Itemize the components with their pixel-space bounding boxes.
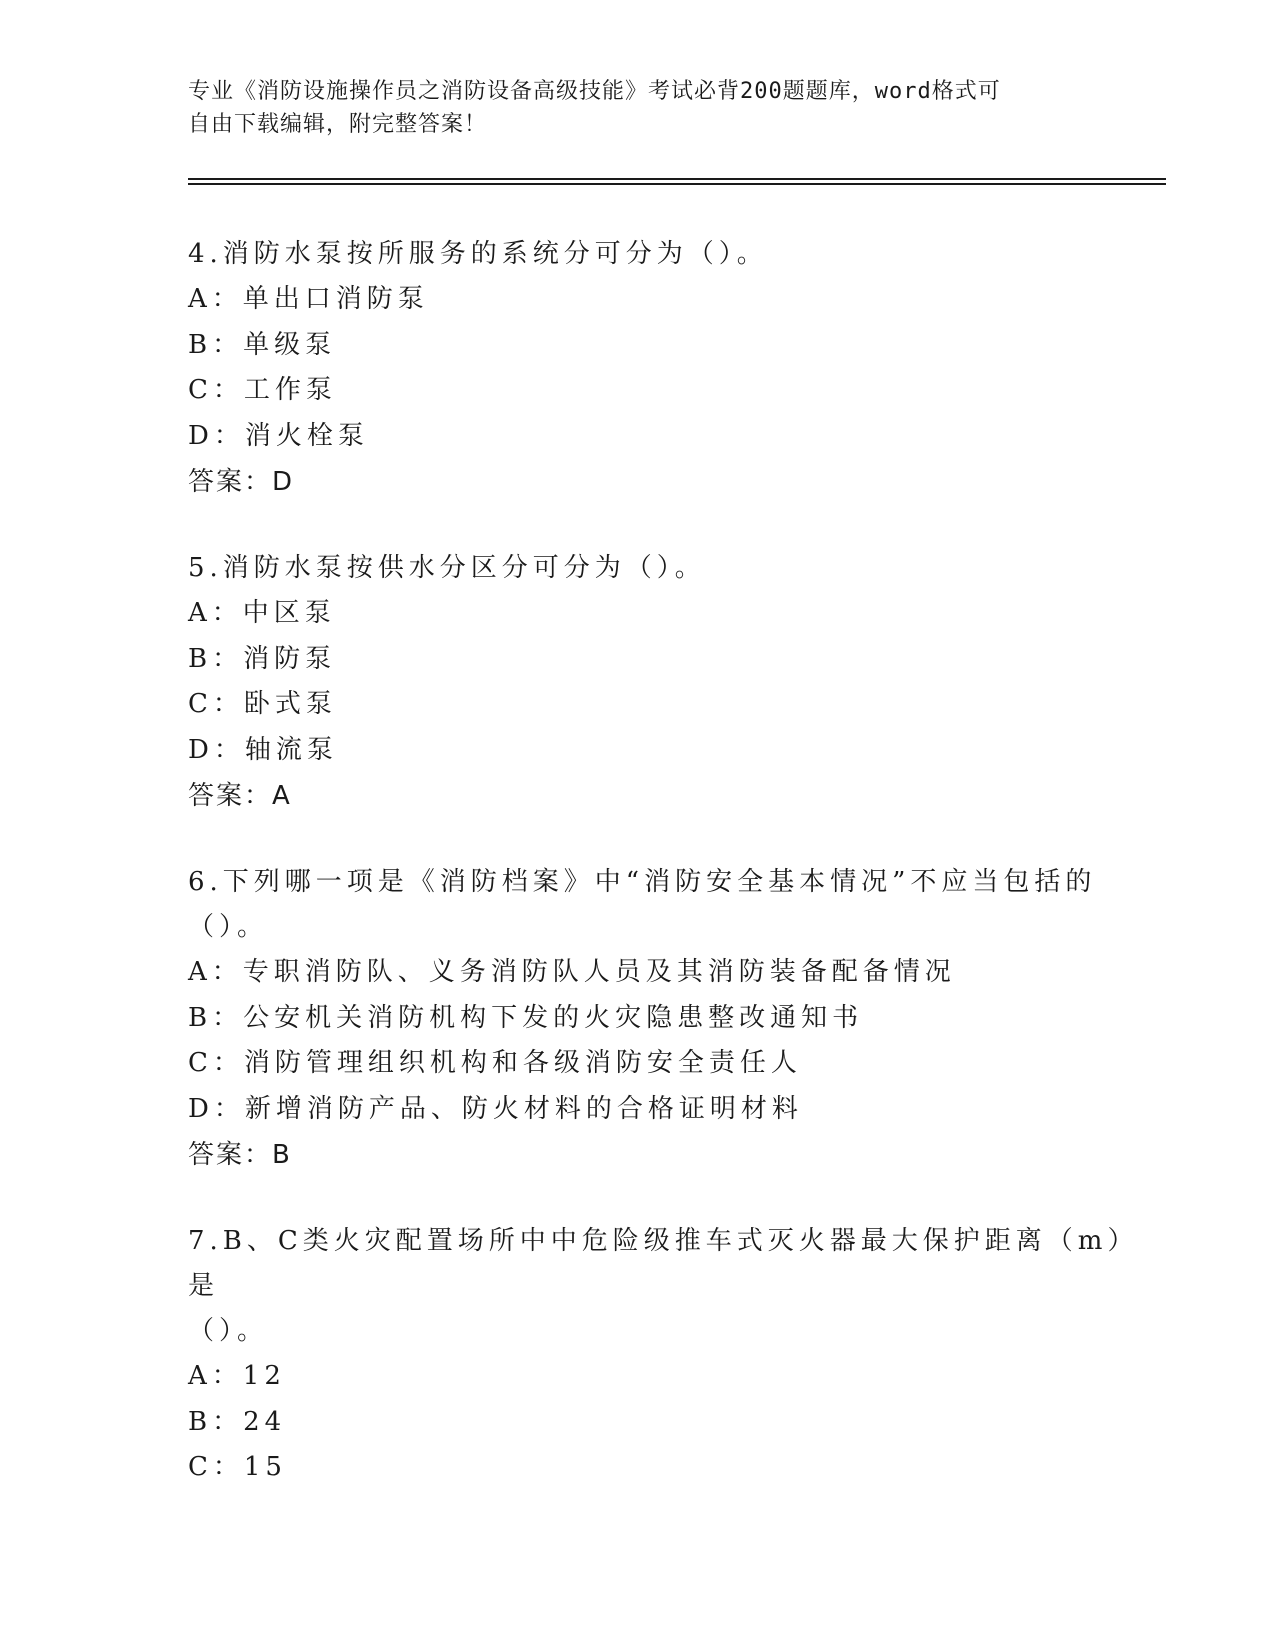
option-b: B：公安机关消防机构下发的火灾隐患整改通知书 xyxy=(188,1002,864,1033)
answer-line: 答案：D xyxy=(188,467,295,497)
option-a: A：12 xyxy=(188,1361,286,1391)
question-title-line-1: 6.下列哪一项是《消防档案》中“消防安全基本情况”不应当包括的 xyxy=(188,867,1097,897)
option-a: A：专职消防队、义务消防队人员及其消防装备配备情况 xyxy=(188,957,956,987)
answer-line: 答案：B xyxy=(188,1140,292,1170)
option-b: B：消防泵 xyxy=(188,643,337,674)
header-line-1: 专业《消防设施操作员之消防设备高级技能》考试必背200题题库，word格式可 xyxy=(188,79,1001,104)
option-c: C：15 xyxy=(188,1452,287,1482)
question-title: 4.消防水泵按所服务的系统分可分为（）。 xyxy=(188,239,768,269)
question-title-line-2: （）。 xyxy=(188,1316,269,1346)
question-title: 5.消防水泵按供水分区分可分为（）。 xyxy=(188,553,706,583)
question-4 xyxy=(188,232,1128,505)
option-c: C：消防管理组织机构和各级消防安全责任人 xyxy=(188,1048,802,1078)
option-c: C：工作泵 xyxy=(188,375,337,405)
question-6 xyxy=(188,860,1128,1178)
option-d: D：消火栓泵 xyxy=(188,420,369,451)
option-d: D：轴流泵 xyxy=(188,734,338,765)
header-divider-top xyxy=(188,178,1166,180)
option-b: B：24 xyxy=(188,1406,287,1437)
question-title-line-2: （）。 xyxy=(188,912,269,942)
option-c: C：卧式泵 xyxy=(188,689,337,719)
answer-line: 答案：A xyxy=(188,781,292,811)
question-list xyxy=(188,232,1128,1532)
question-7 xyxy=(188,1219,1128,1491)
question-title-line-1: 7.B、C类火灾配置场所中中危险级推车式灭火器最大保护距离（m）是 xyxy=(188,1226,1126,1301)
option-a: A：单出口消防泵 xyxy=(188,284,429,314)
header-divider-bottom xyxy=(188,183,1166,185)
question-5 xyxy=(188,546,1128,819)
document-header xyxy=(188,75,1088,141)
option-d: D：新增消防产品、防火材料的合格证明材料 xyxy=(188,1093,803,1124)
option-b: B：单级泵 xyxy=(188,329,337,360)
header-line-2: 自由下载编辑，附完整答案！ xyxy=(188,112,488,137)
option-a: A：中区泵 xyxy=(188,598,336,628)
